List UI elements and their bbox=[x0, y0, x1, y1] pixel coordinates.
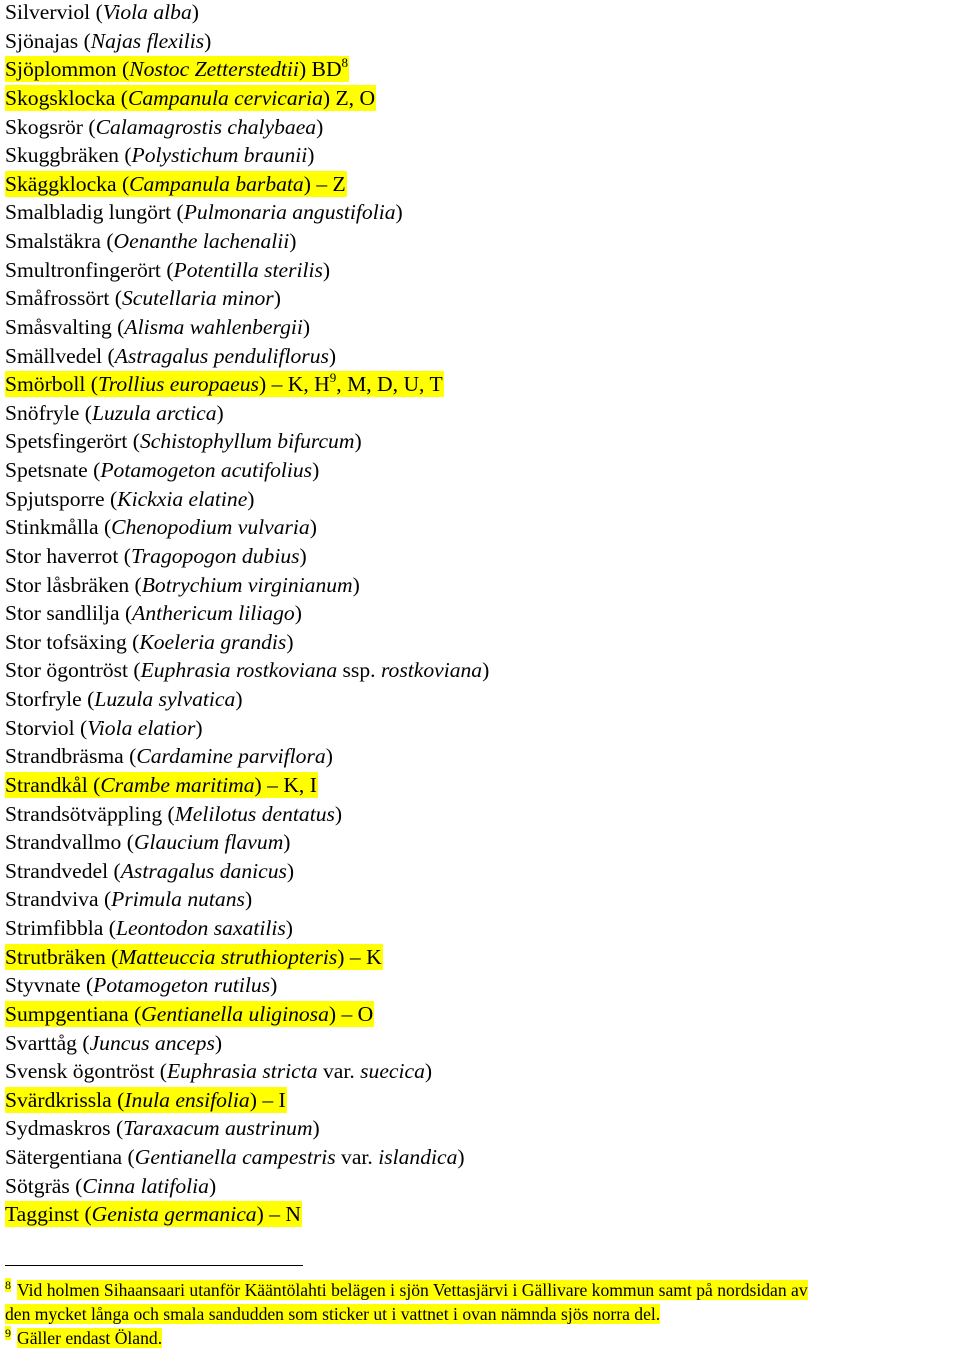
common-name: Svarttåg bbox=[5, 1030, 77, 1055]
region-codes: Z, O bbox=[330, 85, 376, 110]
entry-text: Sumpgentiana (Gentianella uliginosa) – O bbox=[5, 1001, 374, 1026]
latin-name: Tragopogon dubius bbox=[130, 543, 300, 568]
latin-name: Najas flexilis bbox=[90, 28, 205, 53]
species-entry bbox=[5, 227, 490, 256]
common-name: Stor sandlilja bbox=[5, 601, 120, 626]
entry-text: Sjöplommon (Nostoc Zetterstedtii) BD$^8$ bbox=[5, 55, 349, 82]
entry-text: Storviol (Viola elatior) bbox=[5, 715, 203, 740]
species-entry bbox=[5, 513, 490, 542]
latin-name: Alisma wahlenbergii bbox=[124, 314, 303, 339]
species-entry bbox=[5, 971, 490, 1000]
latin-name: Nostoc Zetterstedtii bbox=[129, 57, 299, 82]
species-entry bbox=[5, 342, 490, 371]
latin-name: Gentianella campestris bbox=[134, 1145, 336, 1169]
common-name: Skuggbräken bbox=[5, 143, 119, 168]
region-codes: – K, I bbox=[261, 772, 317, 797]
footnote-line bbox=[5, 1302, 960, 1326]
latin-name: Scutellaria minor bbox=[121, 286, 274, 311]
latin-name: Potentilla sterilis bbox=[173, 257, 323, 282]
species-entry bbox=[5, 1172, 490, 1201]
common-name: Stor tofsäxing bbox=[5, 629, 127, 654]
species-entry bbox=[5, 456, 490, 485]
species-entry bbox=[5, 943, 490, 972]
common-name: Spjutsporre bbox=[5, 486, 105, 511]
species-entry bbox=[5, 771, 490, 800]
species-entry bbox=[5, 914, 490, 943]
common-name: Sjönajas bbox=[5, 28, 79, 53]
species-entry bbox=[5, 599, 490, 628]
rank-marker: var. bbox=[335, 1145, 379, 1169]
species-entry bbox=[5, 542, 490, 571]
latin-name: Campanula cervicaria bbox=[127, 85, 323, 110]
common-name: Sötgräs bbox=[5, 1173, 70, 1198]
latin-name: Schistophyllum bifurcum bbox=[139, 429, 355, 454]
entry-text: Smalstäkra (Oenanthe lachenalii) bbox=[5, 229, 297, 253]
species-entry bbox=[5, 1057, 490, 1086]
common-name: Svärdkrissla bbox=[5, 1087, 112, 1112]
footnote-line bbox=[5, 1326, 960, 1350]
species-entry bbox=[5, 571, 490, 600]
footnote bbox=[5, 1278, 960, 1326]
footnote-number: 8 bbox=[5, 1278, 11, 1292]
common-name: Småsvalting bbox=[5, 314, 112, 339]
common-name: Smällvedel bbox=[5, 343, 103, 368]
entry-text: Strandviva (Primula nutans) bbox=[5, 887, 253, 912]
entry-text: Smörboll (Trollius europaeus) – K, H$^9$, M, D, U, T bbox=[5, 370, 443, 397]
common-name: Strandviva bbox=[5, 887, 99, 912]
entry-text: Stinkmålla (Chenopodium vulvaria) bbox=[5, 515, 317, 540]
latin-name: Campanula barbata bbox=[129, 171, 304, 196]
latin-name: Cinna latifolia bbox=[82, 1173, 209, 1198]
latin-name: Botrychium virginianum bbox=[141, 572, 353, 597]
latin-name: Trollius europaeus bbox=[97, 372, 259, 397]
entry-text: Strandkål (Crambe maritima) – K, I bbox=[5, 772, 317, 797]
species-list bbox=[5, 0, 490, 1229]
latin-name: Oenanthe lachenalii bbox=[113, 229, 290, 253]
species-entry bbox=[5, 828, 490, 857]
entry-text: Storfryle (Luzula sylvatica) bbox=[5, 687, 243, 711]
latin-name: Inula ensifolia bbox=[124, 1087, 250, 1112]
species-entry bbox=[5, 1086, 490, 1115]
common-name: Spetsfingerört bbox=[5, 429, 128, 454]
entry-text: Svensk ögontröst (Euphrasia stricta var. suecica) bbox=[5, 1059, 433, 1084]
species-entry bbox=[5, 1029, 490, 1058]
common-name: Småfrossört bbox=[5, 286, 110, 311]
entry-text: Spetsnate (Potamogeton acutifolius) bbox=[5, 458, 320, 482]
entry-text: Småfrossört (Scutellaria minor) bbox=[5, 286, 281, 311]
entry-text: Spetsfingerört (Schistophyllum bifurcum) bbox=[5, 429, 362, 454]
region-codes: – Z bbox=[310, 171, 346, 196]
latin-name: Leontodon saxatilis bbox=[115, 916, 286, 940]
species-entry bbox=[5, 198, 490, 227]
entry-text: Strandvallmo (Glaucium flavum) bbox=[5, 830, 291, 855]
common-name: Strutbräken bbox=[5, 944, 106, 969]
species-entry bbox=[5, 141, 490, 170]
common-name: Stor låsbräken bbox=[5, 572, 130, 597]
latin-name: Calamagrostis chalybaea bbox=[95, 114, 317, 139]
entry-text: Strandbräsma (Cardamine parviflora) bbox=[5, 744, 333, 769]
infraspecific-name: rostkoviana bbox=[380, 658, 483, 683]
species-entry bbox=[5, 1143, 490, 1172]
rank-marker: var. bbox=[317, 1059, 361, 1084]
entry-text: Småsvalting (Alisma wahlenbergii) bbox=[5, 314, 311, 339]
species-entry bbox=[5, 370, 490, 399]
species-entry bbox=[5, 1200, 490, 1229]
entry-text: Smällvedel (Astragalus penduliflorus) bbox=[5, 343, 337, 368]
region-codes-tail: , M, D, U, T bbox=[336, 372, 443, 397]
species-entry bbox=[5, 55, 490, 84]
latin-name: Potamogeton acutifolius bbox=[100, 458, 313, 482]
latin-name: Kickxia elatine bbox=[117, 486, 248, 511]
species-entry bbox=[5, 714, 490, 743]
species-entry bbox=[5, 113, 490, 142]
common-name: Skogsrör bbox=[5, 114, 83, 139]
latin-name: Astragalus danicus bbox=[120, 858, 287, 883]
common-name: Storviol bbox=[5, 715, 75, 740]
latin-name: Astragalus penduliflorus bbox=[114, 343, 329, 368]
common-name: Strandbräsma bbox=[5, 744, 124, 769]
entry-text: Skogsrör (Calamagrostis chalybaea) bbox=[5, 114, 324, 139]
latin-name: Cardamine parviflora bbox=[136, 744, 326, 769]
species-entry bbox=[5, 857, 490, 886]
infraspecific-name: suecica bbox=[360, 1059, 425, 1084]
common-name: Storfryle bbox=[5, 687, 82, 711]
latin-name: Juncus anceps bbox=[89, 1030, 215, 1055]
common-name: Stinkmålla bbox=[5, 515, 99, 540]
region-codes: – K bbox=[344, 944, 382, 969]
entry-text: Sötgräs (Cinna latifolia) bbox=[5, 1173, 217, 1198]
common-name: Skogsklocka bbox=[5, 85, 116, 110]
entry-text: Sydmaskros (Taraxacum austrinum) bbox=[5, 1116, 320, 1141]
latin-name: Chenopodium vulvaria bbox=[111, 515, 310, 540]
latin-name: Viola alba bbox=[102, 0, 192, 24]
common-name: Skäggklocka bbox=[5, 171, 117, 196]
entry-text: Sätergentiana (Gentianella campestris var. islandica) bbox=[5, 1145, 465, 1169]
entry-text: Stor ögontröst (Euphrasia rostkoviana ssp. rostkoviana) bbox=[5, 658, 490, 683]
common-name: Styvnate bbox=[5, 973, 81, 998]
footnote-text: Gäller endast Öland. bbox=[17, 1328, 163, 1348]
latin-name: Luzula arctica bbox=[91, 400, 217, 425]
species-entry bbox=[5, 656, 490, 685]
footnote-text: Vid holmen Sihaansaari utanför Kääntölahti belägen i sjön Vettasjärvi i Gällivare kommun samt på nordsidan av bbox=[17, 1280, 808, 1300]
footnote bbox=[5, 1326, 960, 1350]
latin-name: Primula nutans bbox=[111, 887, 245, 912]
species-entry bbox=[5, 628, 490, 657]
common-name: Strandvallmo bbox=[5, 830, 122, 855]
species-entry bbox=[5, 313, 490, 342]
entry-text: Snöfryle (Luzula arctica) bbox=[5, 400, 224, 425]
common-name: Tagginst bbox=[5, 1202, 80, 1227]
species-entry bbox=[5, 399, 490, 428]
infraspecific-name: islandica bbox=[378, 1145, 458, 1169]
species-entry bbox=[5, 0, 490, 27]
latin-name: Glaucium flavum bbox=[133, 830, 284, 855]
footnote-ref[interactable]: 9 bbox=[329, 370, 337, 386]
species-entry bbox=[5, 284, 490, 313]
entry-text: Skäggklocka (Campanula barbata) – Z bbox=[5, 171, 346, 196]
entry-text: Stor sandlilja (Anthericum liliago) bbox=[5, 601, 302, 626]
common-name: Strandvedel bbox=[5, 858, 109, 883]
species-entry bbox=[5, 27, 490, 56]
latin-name: Matteuccia struthiopteris bbox=[118, 944, 338, 969]
common-name: Sätergentiana bbox=[5, 1145, 123, 1169]
region-codes: – N bbox=[263, 1202, 301, 1227]
common-name: Svensk ögontröst bbox=[5, 1059, 155, 1084]
entry-text: Stor haverrot (Tragopogon dubius) bbox=[5, 543, 307, 568]
entry-text: Strimfibbla (Leontodon saxatilis) bbox=[5, 916, 293, 940]
species-entry bbox=[5, 170, 490, 199]
species-entry bbox=[5, 1000, 490, 1029]
species-entry bbox=[5, 685, 490, 714]
entry-text: Strutbräken (Matteuccia struthiopteris) – K bbox=[5, 944, 382, 969]
footnotes bbox=[5, 1278, 960, 1350]
entry-text: Sjönajas (Najas flexilis) bbox=[5, 28, 212, 53]
common-name: Strimfibbla bbox=[5, 916, 104, 940]
latin-name: Crambe maritima bbox=[100, 772, 255, 797]
entry-text: Stor låsbräken (Botrychium virginianum) bbox=[5, 572, 360, 597]
species-entry bbox=[5, 800, 490, 829]
common-name: Silverviol bbox=[5, 0, 91, 24]
species-entry bbox=[5, 485, 490, 514]
common-name: Smultronfingerört bbox=[5, 257, 161, 282]
common-name: Snöfryle bbox=[5, 400, 80, 425]
latin-name: Potamogeton rutilus bbox=[93, 973, 271, 998]
entry-text: Svarttåg (Juncus anceps) bbox=[5, 1030, 223, 1055]
species-entry bbox=[5, 885, 490, 914]
entry-text: Silverviol (Viola alba) bbox=[5, 0, 199, 24]
common-name: Smörboll bbox=[5, 372, 86, 397]
entry-text: Stor tofsäxing (Koeleria grandis) bbox=[5, 629, 294, 654]
entry-text: Spjutsporre (Kickxia elatine) bbox=[5, 486, 255, 511]
footnote-line bbox=[5, 1278, 960, 1302]
entry-text: Skuggbräken (Polystichum braunii) bbox=[5, 143, 315, 168]
entry-text: Strandsötväppling (Melilotus dentatus) bbox=[5, 801, 343, 826]
entry-text: Smultronfingerört (Potentilla sterilis) bbox=[5, 257, 331, 282]
species-entry bbox=[5, 84, 490, 113]
footnote-ref[interactable]: 8 bbox=[341, 55, 349, 71]
footnote-text: den mycket långa och smala sandudden som sticker ut i vattnet i ovan nämnda sjös norra del. bbox=[5, 1304, 661, 1324]
region-codes: BD bbox=[306, 57, 342, 82]
common-name: Sydmaskros bbox=[5, 1116, 111, 1141]
common-name: Stor haverrot bbox=[5, 543, 119, 568]
latin-name: Koeleria grandis bbox=[139, 629, 287, 654]
footnote-separator bbox=[5, 1265, 303, 1266]
common-name: Spetsnate bbox=[5, 458, 88, 482]
species-entry bbox=[5, 1114, 490, 1143]
latin-name: Viola elatior bbox=[87, 715, 196, 740]
common-name: Strandsötväppling bbox=[5, 801, 163, 826]
latin-name: Anthericum liliago bbox=[132, 601, 295, 626]
species-entry bbox=[5, 742, 490, 771]
latin-name: Luzula sylvatica bbox=[94, 687, 236, 711]
common-name: Sjöplommon bbox=[5, 57, 117, 82]
entry-text: Svärdkrissla (Inula ensifolia) – I bbox=[5, 1087, 286, 1112]
latin-name: Polystichum braunii bbox=[131, 143, 308, 168]
latin-name: Melilotus dentatus bbox=[174, 801, 335, 826]
footnote-number: 9 bbox=[5, 1326, 11, 1340]
entry-text: Tagginst (Genista germanica) – N bbox=[5, 1202, 301, 1227]
region-codes: – I bbox=[256, 1087, 286, 1112]
common-name: Smalbladig lungört bbox=[5, 200, 172, 225]
region-codes: – K, H bbox=[266, 372, 330, 397]
latin-name: Taraxacum austrinum bbox=[123, 1116, 313, 1141]
latin-name: Gentianella uliginosa bbox=[141, 1001, 329, 1026]
common-name: Strandkål bbox=[5, 772, 88, 797]
latin-name: Euphrasia stricta bbox=[166, 1059, 318, 1084]
entry-text: Smalbladig lungört (Pulmonaria angustifolia) bbox=[5, 200, 403, 225]
entry-text: Strandvedel (Astragalus danicus) bbox=[5, 858, 295, 883]
latin-name: Pulmonaria angustifolia bbox=[183, 200, 396, 225]
species-entry bbox=[5, 256, 490, 285]
species-entry bbox=[5, 427, 490, 456]
entry-text: Styvnate (Potamogeton rutilus) bbox=[5, 973, 278, 998]
common-name: Sumpgentiana bbox=[5, 1001, 129, 1026]
latin-name: Euphrasia rostkoviana bbox=[140, 658, 338, 683]
rank-marker: ssp. bbox=[337, 658, 381, 683]
common-name: Smalstäkra bbox=[5, 229, 101, 253]
latin-name: Genista germanica bbox=[91, 1202, 257, 1227]
entry-text: Skogsklocka (Campanula cervicaria) Z, O bbox=[5, 85, 376, 110]
common-name: Stor ögontröst bbox=[5, 658, 128, 683]
region-codes: – O bbox=[336, 1001, 374, 1026]
